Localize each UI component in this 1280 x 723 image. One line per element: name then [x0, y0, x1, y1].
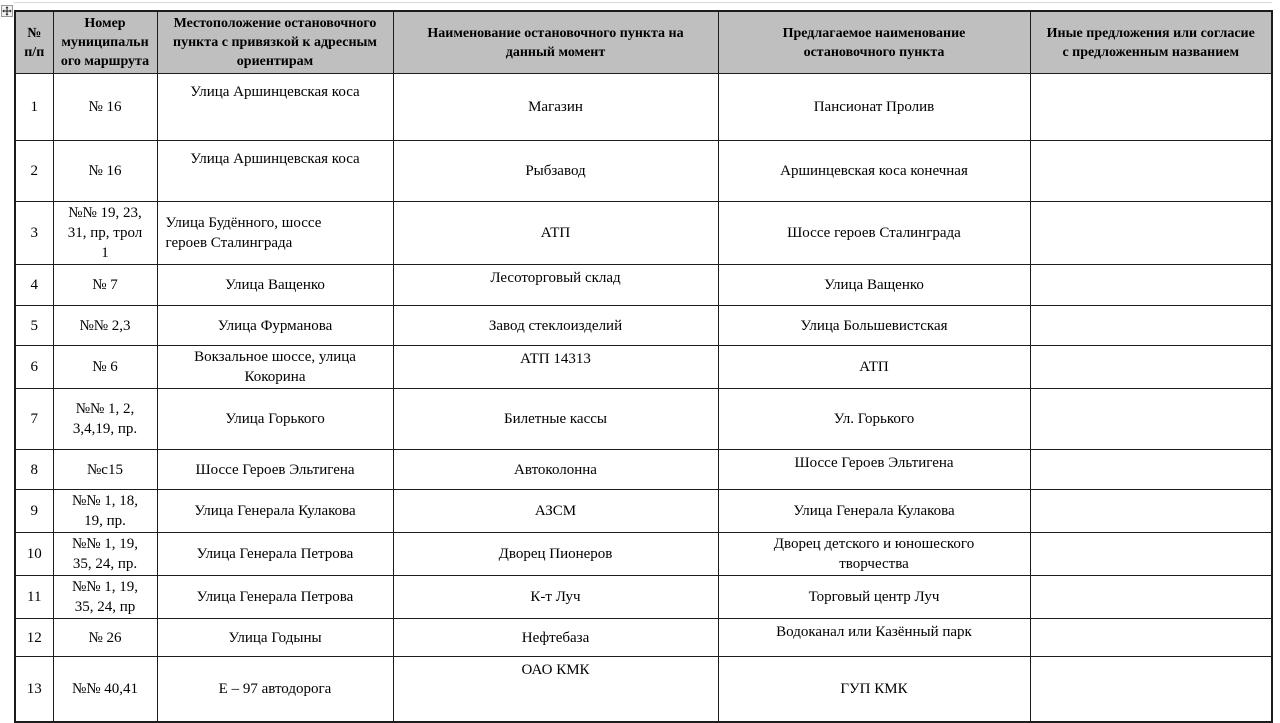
cell-route: №№ 2,3 — [53, 306, 157, 346]
cell-proposed: Ул. Горького — [718, 389, 1030, 450]
cell-current: Лесоторговый склад — [393, 265, 718, 306]
cell-other — [1030, 490, 1272, 533]
cell-num: 9 — [15, 490, 53, 533]
cell-current: АТП — [393, 202, 718, 265]
cell-num: 4 — [15, 265, 53, 306]
cell-current: Рыбзавод — [393, 141, 718, 202]
cell-location: Улица Годыны — [157, 619, 393, 657]
cell-num: 11 — [15, 576, 53, 619]
cell-location: Улица Генерала Петрова — [157, 533, 393, 576]
cell-other — [1030, 576, 1272, 619]
table-row — [15, 490, 1272, 533]
cell-other — [1030, 202, 1272, 265]
table-row — [15, 657, 1272, 722]
header-other-proposals: Иные предложения или согласие с предложенным названием — [1030, 11, 1272, 74]
cell-num: 8 — [15, 450, 53, 490]
cell-route: № 16 — [53, 74, 157, 141]
cell-other — [1030, 450, 1272, 490]
cell-current: АЗСМ — [393, 490, 718, 533]
cell-proposed: Дворец детского и юношеского творчества — [718, 533, 1030, 576]
cell-num: 7 — [15, 389, 53, 450]
cell-proposed: Улица Большевистская — [718, 306, 1030, 346]
cell-route: №№ 1, 19, 35, 24, пр — [53, 576, 157, 619]
cell-num: 3 — [15, 202, 53, 265]
cell-num: 12 — [15, 619, 53, 657]
table-row — [15, 619, 1272, 657]
cell-proposed: Улица Ващенко — [718, 265, 1030, 306]
table-row — [15, 74, 1272, 141]
cell-proposed: Торговый центр Луч — [718, 576, 1030, 619]
cell-location: Улица Генерала Кулакова — [157, 490, 393, 533]
cell-num: 6 — [15, 346, 53, 389]
table-row — [15, 265, 1272, 306]
cell-current: Магазин — [393, 74, 718, 141]
cell-num: 5 — [15, 306, 53, 346]
cell-route: №№ 1, 2, 3,4,19, пр. — [53, 389, 157, 450]
table-row — [15, 450, 1272, 490]
cell-route: №№ 1, 18, 19, пр. — [53, 490, 157, 533]
cell-other — [1030, 657, 1272, 722]
cell-location: Улица Аршинцевская коса — [157, 74, 393, 141]
cell-num: 13 — [15, 657, 53, 722]
cell-other — [1030, 141, 1272, 202]
cell-route: № 7 — [53, 265, 157, 306]
table-row — [15, 533, 1272, 576]
cell-proposed: Пансионат Пролив — [718, 74, 1030, 141]
cell-route: №с15 — [53, 450, 157, 490]
cell-route: №№ 1, 19, 35, 24, пр. — [53, 533, 157, 576]
cell-proposed: Водоканал или Казённый парк — [718, 619, 1030, 657]
table-row — [15, 576, 1272, 619]
cell-location: Улица Будённого, шоссе героев Сталинграда — [157, 202, 393, 265]
cell-location: Улица Фурманова — [157, 306, 393, 346]
cell-route: № 16 — [53, 141, 157, 202]
cell-current: Нефтебаза — [393, 619, 718, 657]
table-row — [15, 306, 1272, 346]
header-num: № п/п — [15, 11, 53, 74]
cell-other — [1030, 265, 1272, 306]
cell-other — [1030, 346, 1272, 389]
cell-num: 10 — [15, 533, 53, 576]
cell-num: 2 — [15, 141, 53, 202]
table-move-handle[interactable] — [1, 5, 13, 17]
cell-current: Билетные кассы — [393, 389, 718, 450]
cell-location: Улица Генерала Петрова — [157, 576, 393, 619]
cell-other — [1030, 533, 1272, 576]
stops-renaming-table — [14, 10, 1273, 723]
cell-other — [1030, 74, 1272, 141]
cell-proposed: Шоссе Героев Эльтигена — [718, 450, 1030, 490]
four-way-move-arrow-icon — [2, 6, 12, 16]
cell-current: АТП 14313 — [393, 346, 718, 389]
cell-location: Вокзальное шоссе, улица Кокорина — [157, 346, 393, 389]
table-row — [15, 389, 1272, 450]
cell-other — [1030, 619, 1272, 657]
table-row — [15, 346, 1272, 389]
cell-route: №№ 19, 23, 31, пр, трол 1 — [53, 202, 157, 265]
table-row — [15, 141, 1272, 202]
header-location: Местоположение остановочного пункта с привязкой к адресным ориентирам — [157, 11, 393, 74]
header-proposed-name: Предлагаемое наименование остановочного пункта — [718, 11, 1030, 74]
cell-current: К-т Луч — [393, 576, 718, 619]
cell-route: №№ 40,41 — [53, 657, 157, 722]
table-row — [15, 202, 1272, 265]
cell-proposed: АТП — [718, 346, 1030, 389]
header-current-name: Наименование остановочного пункта на данный момент — [393, 11, 718, 74]
header-route: Номер муниципальн ого маршрута — [53, 11, 157, 74]
cell-proposed: ГУП КМК — [718, 657, 1030, 722]
cell-other — [1030, 389, 1272, 450]
cell-current: Дворец Пионеров — [393, 533, 718, 576]
cell-num: 1 — [15, 74, 53, 141]
cell-location: Улица Ващенко — [157, 265, 393, 306]
cell-proposed: Аршинцевская коса конечная — [718, 141, 1030, 202]
cell-proposed: Улица Генерала Кулакова — [718, 490, 1030, 533]
cell-current: Завод стеклоизделий — [393, 306, 718, 346]
page-boundary-line — [14, 2, 1272, 3]
cell-other — [1030, 306, 1272, 346]
cell-route: № 6 — [53, 346, 157, 389]
cell-location: Шоссе Героев Эльтигена — [157, 450, 393, 490]
cell-current: ОАО КМК — [393, 657, 718, 722]
header-row — [15, 11, 1272, 74]
cell-location: Улица Аршинцевская коса — [157, 141, 393, 202]
cell-current: Автоколонна — [393, 450, 718, 490]
cell-location: Улица Горького — [157, 389, 393, 450]
cell-location: Е – 97 автодорога — [157, 657, 393, 722]
cell-route: № 26 — [53, 619, 157, 657]
cell-proposed: Шоссе героев Сталинграда — [718, 202, 1030, 265]
